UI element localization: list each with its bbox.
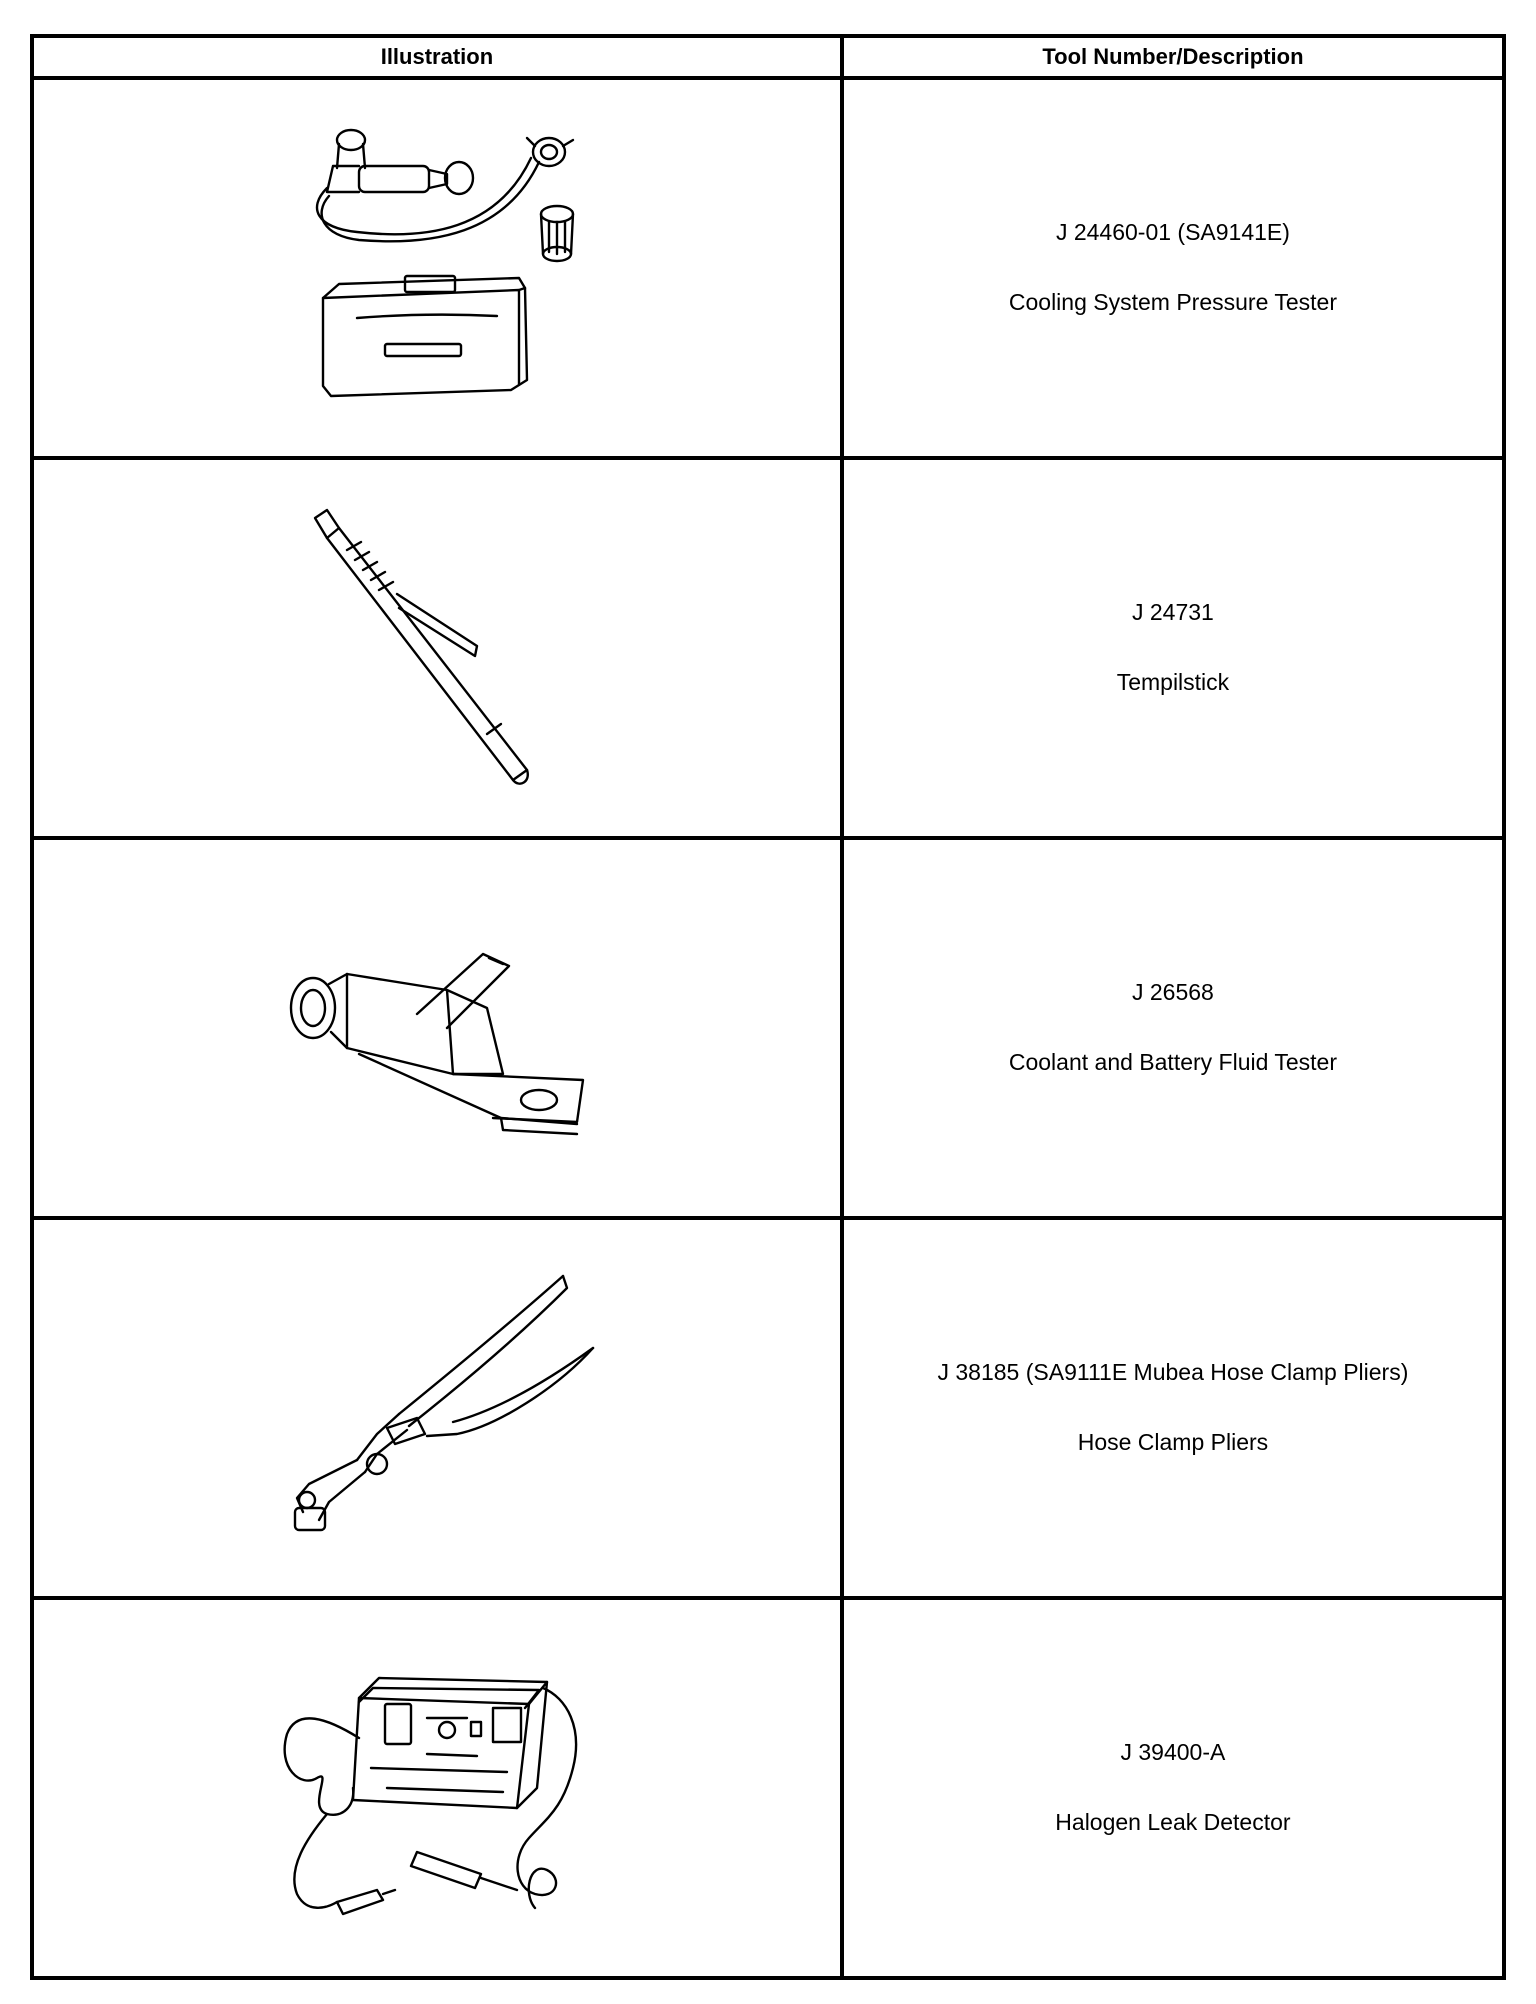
tool-description: Hose Clamp Pliers xyxy=(1077,1429,1269,1455)
tool-number: J 26568 xyxy=(1132,979,1214,1006)
illustration-cell xyxy=(32,1598,842,1978)
tool-number: J 39400-A xyxy=(1120,1739,1226,1766)
tool-number: J 24460-01 (SA9141E) xyxy=(1055,219,1290,246)
tool-info-cell xyxy=(842,78,1504,458)
hose-clamp-pliers-icon xyxy=(267,1258,607,1558)
tool-description: Cooling System Pressure Tester xyxy=(1008,289,1337,315)
halogen-leak-detector-icon xyxy=(267,1638,607,1938)
tool-number: J 38185 (SA9111E Mubea Hose Clamp Pliers) xyxy=(937,1359,1409,1386)
table-row xyxy=(32,458,1504,838)
illustration-cell xyxy=(32,838,842,1218)
pressure-tester-kit-icon xyxy=(287,118,587,418)
table-row xyxy=(32,1598,1504,1978)
tempilstick-pen-icon xyxy=(287,498,587,798)
tool-description: Coolant and Battery Fluid Tester xyxy=(1008,1049,1338,1075)
illustration-cell xyxy=(32,78,842,458)
tool-info-cell xyxy=(842,458,1504,838)
table-row xyxy=(32,78,1504,458)
tool-number-description-header: Tool Number/Description xyxy=(842,36,1504,78)
illustration-cell xyxy=(32,458,842,838)
tool-info-cell xyxy=(842,1218,1504,1598)
illustration-cell xyxy=(32,1218,842,1598)
tool-info-cell xyxy=(842,1598,1504,1978)
illustration-header: Illustration xyxy=(32,36,842,78)
table-row xyxy=(32,1218,1504,1598)
refractometer-icon xyxy=(277,878,597,1178)
header-row xyxy=(32,36,1504,78)
tool-description: Halogen Leak Detector xyxy=(1055,1809,1291,1835)
special-tools-table xyxy=(30,34,1506,1980)
table-row xyxy=(32,838,1504,1218)
tool-number: J 24731 xyxy=(1132,599,1214,626)
tool-info-cell xyxy=(842,838,1504,1218)
tool-description: Tempilstick xyxy=(1116,669,1230,695)
